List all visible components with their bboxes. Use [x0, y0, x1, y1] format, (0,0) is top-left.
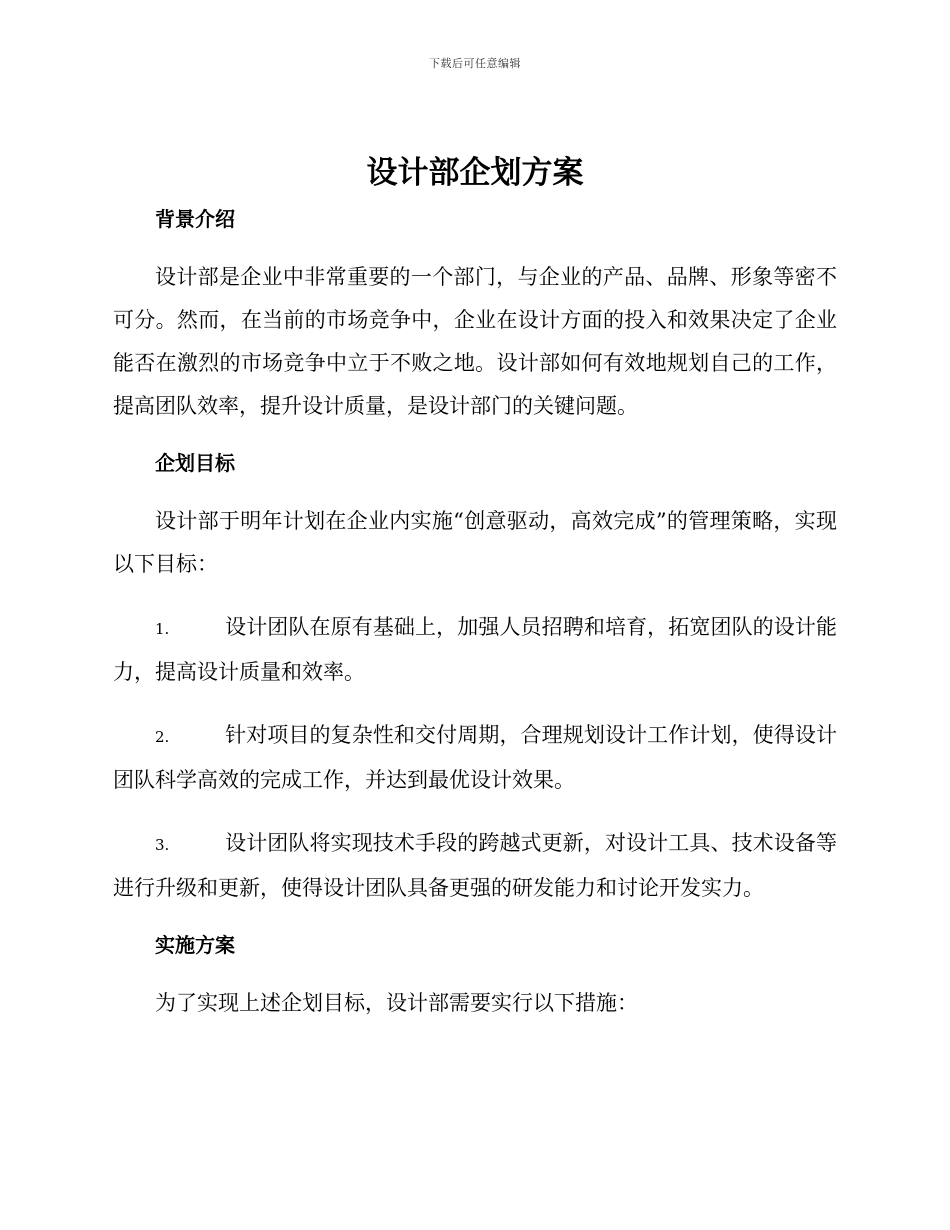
- list-item-number: 3.: [155, 836, 170, 854]
- section-heading-goals: 企划目标: [155, 451, 235, 475]
- paragraph-background: 设计部是企业中非常重要的一个部门，与企业的产品、品牌、形象等密不可分。然而，在当前的市场竞争中，企业在设计方面的投入和效果决定了企业能否在激烈的市场竞争中立于不败之地。设计部如何有效地规划自己的工作，提高团队效率，提升设计质量，是设计部门的关键问题。: [113, 265, 837, 418]
- header-note: 下载后可任意编辑: [429, 57, 521, 70]
- document-title: 设计部企划方案: [366, 155, 584, 191]
- section-heading-implementation: 实施方案: [155, 933, 235, 957]
- paragraph-goals-intro: 设计部于明年计划在企业内实施“创意驱动，高效完成”的管理策略，实现以下目标：: [113, 509, 837, 576]
- list-item-text: 设计团队将实现技术手段的跨越式更新，对设计工具、技术设备等进行升级和更新，使得设计团队具备更强的研发能力和讨论开发实力。: [113, 831, 837, 900]
- section-heading-background: 背景介绍: [155, 207, 235, 231]
- list-item: [113, 714, 837, 802]
- list-item-number: 1.: [155, 620, 170, 638]
- list-item: [113, 606, 837, 694]
- list-item: [113, 822, 837, 910]
- paragraph-implementation: 为了实现上述企划目标，设计部需要实行以下措施：: [155, 991, 638, 1015]
- list-item-text: 针对项目的复杂性和交付周期，合理规划设计工作计划，使得设计团队科学高效的完成工作，并达到最优设计效果。: [113, 723, 837, 792]
- document-body: [113, 148, 837, 1045]
- list-item-number: 2.: [155, 728, 170, 746]
- list-item-text: 设计团队在原有基础上，加强人员招聘和培育，拓宽团队的设计能力，提高设计质量和效率。: [113, 615, 837, 684]
